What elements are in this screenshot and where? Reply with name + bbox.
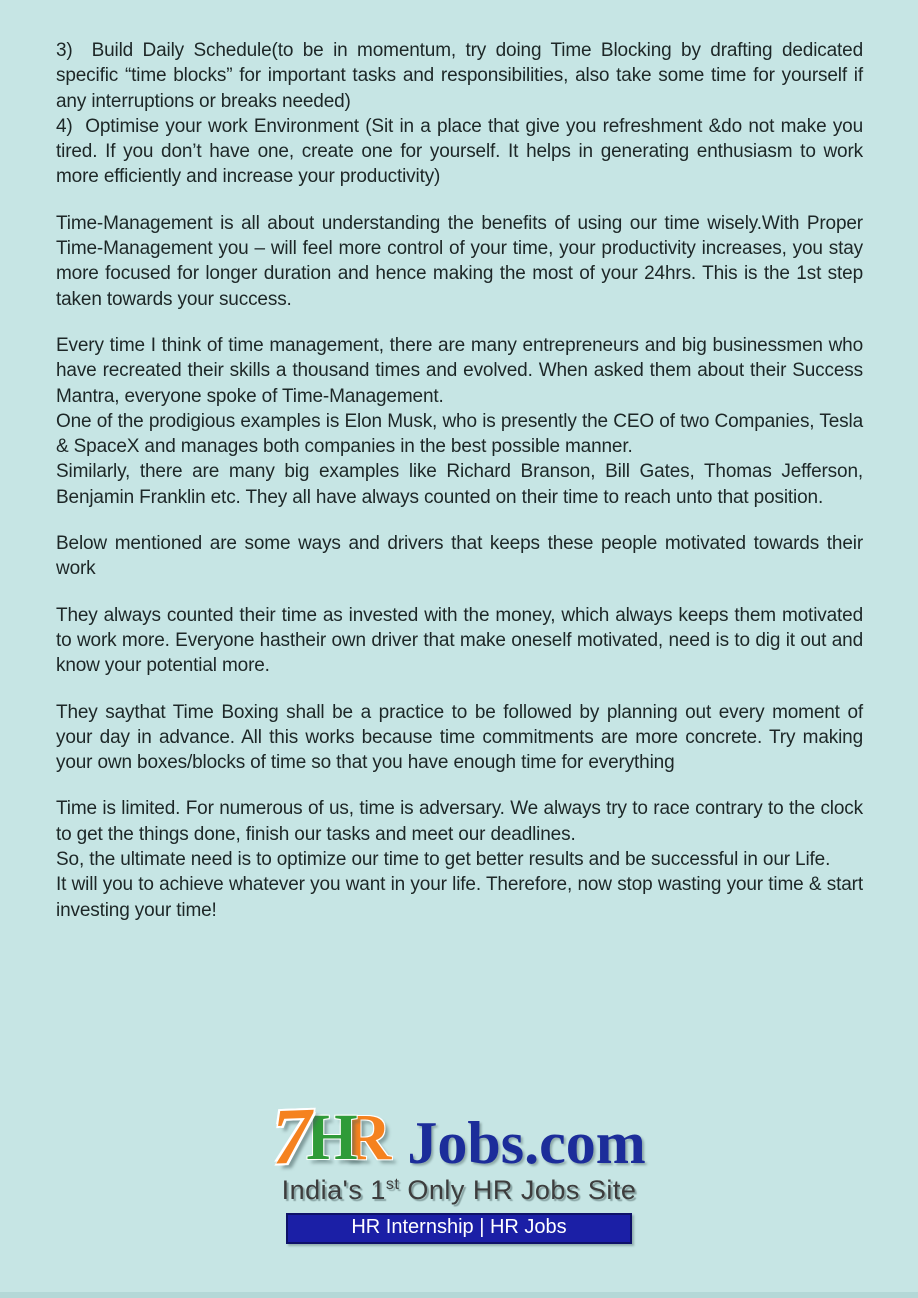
paragraph: They saythat Time Boxing shall be a practice to be followed by planning out every moment of your day in advance. All this works because time commitments are more concrete. Try making your own boxes/blocks of time so that you have enough time for everything	[56, 701, 863, 774]
hr-banner: HR Internship | HR Jobs	[286, 1213, 632, 1244]
tagline-post: Only HR Jobs Site	[399, 1175, 637, 1205]
logo-seven: 7	[270, 1092, 314, 1182]
paragraph: Time-Management is all about understanding the benefits of using our time wisely.With Proper Time-Management you – will feel more control of your time, your productivity increases, you stay more focused for longer duration and hence making the most of your 24hrs. This is the 1st step taken towards your success.	[56, 212, 863, 310]
tagline-pre: India's 1	[281, 1175, 386, 1205]
paragraph: 4) Optimise your work Environment (Sit in a place that give you refreshment &do not make you tired. If you don’t have one, create one for yourself. It helps in generating enthusiasm to work more efficiently and increase your productivity)	[56, 115, 863, 188]
7hr-logo-letters	[270, 1091, 392, 1182]
paragraph: Below mentioned are some ways and drivers that keeps these people motivated towards their work	[56, 533, 863, 580]
paragraph: Time is limited. For numerous of us, time is adversary. We always try to race contrary to the clock to get the things done, finish our tasks and meet our deadlines.	[56, 798, 863, 845]
paragraph: It will you to achieve whatever you want in your life. Therefore, now stop wasting your time & start investing your time!	[56, 874, 863, 921]
paragraph: Similarly, there are many big examples like Richard Branson, Bill Gates, Thomas Jefferson, Benjamin Franklin etc. They all have always counted on their time to reach unto that position.	[56, 461, 863, 508]
paragraph: Every time I think of time management, there are many entrepreneurs and big businessmen who have recreated their skills a thousand times and evolved. When asked them about their Success Mantra, everyone spoke of Time-Management.	[56, 334, 863, 407]
paragraph: 3) Build Daily Schedule(to be in momentum, try doing Time Blocking by drafting dedicated specific “time blocks” for important tasks and responsibilities, also take some time for yourself if any interruptions or breaks needed)	[56, 40, 863, 112]
tagline-superscript: st	[385, 1176, 400, 1193]
7hr-jobs-logo	[270, 1092, 646, 1182]
logo-h: H	[306, 1101, 358, 1174]
paragraph: They always counted their time as invested with the money, which always keeps them motivated to work more. Everyone hastheir own driver that make oneself motivated, need is to dig it out and know your potential more.	[56, 604, 863, 677]
tagline	[282, 1175, 637, 1206]
footer-brand-block	[270, 1092, 646, 1244]
paragraph: So, the ultimate need is to optimize our time to get better results and be successful in our Life.	[56, 849, 831, 871]
logo-domain-text: Jobs.com	[407, 1110, 646, 1176]
article	[56, 38, 863, 923]
bottom-edge-strip	[0, 1292, 918, 1298]
logo-r: R	[343, 1101, 392, 1174]
paragraph: One of the prodigious examples is Elon Musk, who is presently the CEO of two Companies, Tesla & SpaceX and manages both companies in the best possible manner.	[56, 410, 863, 458]
